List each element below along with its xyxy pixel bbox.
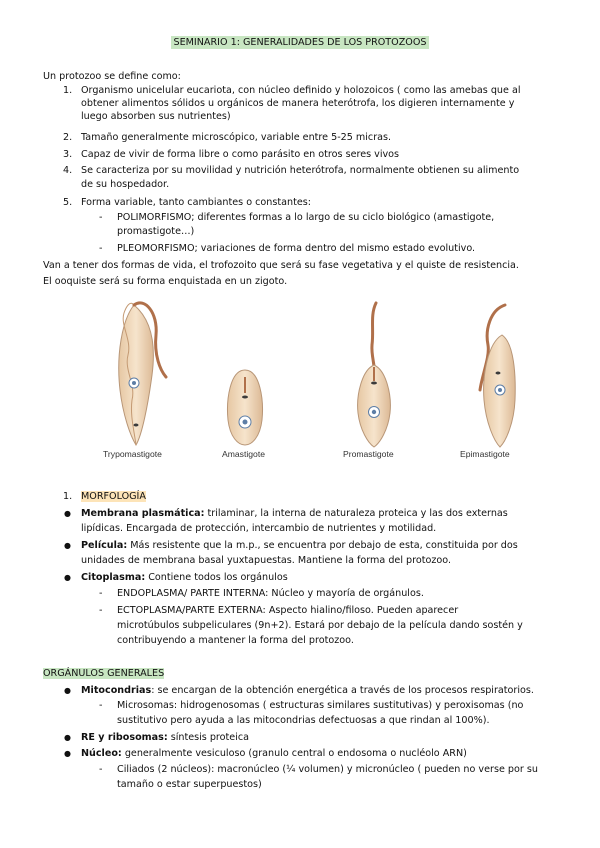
bullet-line: Película: Más resistente que la m.p., se encuentra por debajo de esta, constituida por dos xyxy=(81,540,518,551)
bullet-marker: ● xyxy=(64,686,71,695)
subitem-line: ENDOPLASMA/ PARTE INTERNA: Núcleo y mayoría de orgánulos. xyxy=(117,588,424,599)
list-number: 4. xyxy=(63,165,73,176)
dash-marker: - xyxy=(99,605,103,616)
subitem-line: ECTOPLASMA/PARTE EXTERNA: Aspecto hialino/filoso. Pueden aparecer xyxy=(117,605,459,616)
bullet-marker: ● xyxy=(64,509,71,518)
subitem-line: microtúbulos subpeliculares (9n+2). Estará por debajo de la película dando sostén y xyxy=(117,620,523,631)
bullet-line: Núcleo: generalmente vesiculoso (granulo central o endosoma o nucléolo ARN) xyxy=(81,748,467,759)
figure-caption: Promastigote xyxy=(343,449,394,459)
subitem-line: Microsomas: hidrogenosomas ( estructuras similares sustitutivas) y peroxisomas (no xyxy=(117,700,524,711)
subitem-line: promastigote…) xyxy=(117,226,195,237)
dash-marker: - xyxy=(99,212,103,223)
section-heading-morfologia: MORFOLOGÍA xyxy=(81,491,146,502)
list-number: 1. xyxy=(63,85,73,96)
list-item-line: Organismo unicelular eucariota, con núcleo definido y holozoicos ( como las amebas que al xyxy=(81,85,521,96)
bullet-line: Mitocondrias: se encargan de la obtención energética a través de los procesos respiratorios. xyxy=(81,685,534,696)
list-item-line: Capaz de vivir de forma libre o como parásito en otros seres vivos xyxy=(81,149,400,160)
paragraph-line: El ooquiste será su forma enquistada en un zigoto. xyxy=(43,276,288,287)
list-item-line: Forma variable, tanto cambiantes o constantes: xyxy=(81,197,311,208)
dash-marker: - xyxy=(99,588,103,599)
subitem-line: contribuyendo a mantener la forma del protozoo. xyxy=(117,635,354,646)
paragraph-line: Van a tener dos formas de vida, el trofozoito que será su fase vegetativa y el quiste de resistencia. xyxy=(43,260,519,271)
bullet-marker: ● xyxy=(64,541,71,550)
subitem-line: Ciliados (2 núcleos): macronúcleo (¼ volumen) y micronúcleo ( pueden no verse por su xyxy=(117,764,538,775)
section-number: 1. xyxy=(63,491,73,502)
dash-marker: - xyxy=(99,700,103,711)
section-heading-organulos: ORGÁNULOS GENERALES xyxy=(43,668,165,679)
list-item-line: de su hospedador. xyxy=(81,179,170,190)
intro-text: Un protozoo se define como: xyxy=(43,71,181,82)
bullet-line: Citoplasma: Contiene todos los orgánulos xyxy=(81,572,288,583)
bullet-line: RE y ribosomas: síntesis proteica xyxy=(81,732,250,743)
list-item-line: luego absorben sus nutrientes) xyxy=(81,111,231,122)
amastigote-illustration xyxy=(228,370,263,445)
subitem-line: tamaño o estar superpuestos) xyxy=(117,779,262,790)
dash-marker: - xyxy=(99,764,103,775)
bullet-marker: ● xyxy=(64,733,71,742)
figure-caption: Amastigote xyxy=(222,449,265,459)
page-title: SEMINARIO 1: GENERALIDADES DE LOS PROTOZOOS xyxy=(0,37,600,48)
bullet-line: Membrana plasmática: trilaminar, la interna de naturaleza proteica y las dos externas xyxy=(81,508,508,519)
protozoa-forms-figure xyxy=(90,295,530,465)
subitem-line: PLEOMORFISMO; variaciones de forma dentro del mismo estado evolutivo. xyxy=(117,243,476,254)
epimastigote-illustration xyxy=(480,305,515,447)
list-item-line: obtener alimentos sólidos u orgánicos de manera heterótrofa, los digieren internamente y xyxy=(81,98,515,109)
dash-marker: - xyxy=(99,243,103,254)
bullet-marker: ● xyxy=(64,749,71,758)
subitem-line: POLIMORFISMO; diferentes formas a lo largo de su ciclo biológico (amastigote, xyxy=(117,212,495,223)
subitem-line: sustitutivo pero ayuda a las mitocondrias defectuosas a que rindan al 100%). xyxy=(117,715,490,726)
bullet-line: unidades de membrana basal yuxtapuestas. Mantiene la forma del protozoo. xyxy=(81,555,452,566)
bullet-marker: ● xyxy=(64,573,71,582)
promastigote-illustration xyxy=(358,303,391,447)
list-number: 3. xyxy=(63,149,73,160)
bullet-line: lipídicas. Encargada de protección, intercambio de nutrientes y motilidad. xyxy=(81,523,437,534)
list-item-line: Se caracteriza por su movilidad y nutrición heterótrofa, normalmente obtienen su alimento xyxy=(81,165,520,176)
list-number: 5. xyxy=(63,197,73,208)
list-number: 2. xyxy=(63,132,73,143)
trypomastigote-illustration xyxy=(119,303,166,445)
list-item-line: Tamaño generalmente microscópico, variable entre 5-25 micras. xyxy=(81,132,392,143)
figure-caption: Trypomastigote xyxy=(103,449,162,459)
figure-caption: Epimastigote xyxy=(460,449,510,459)
